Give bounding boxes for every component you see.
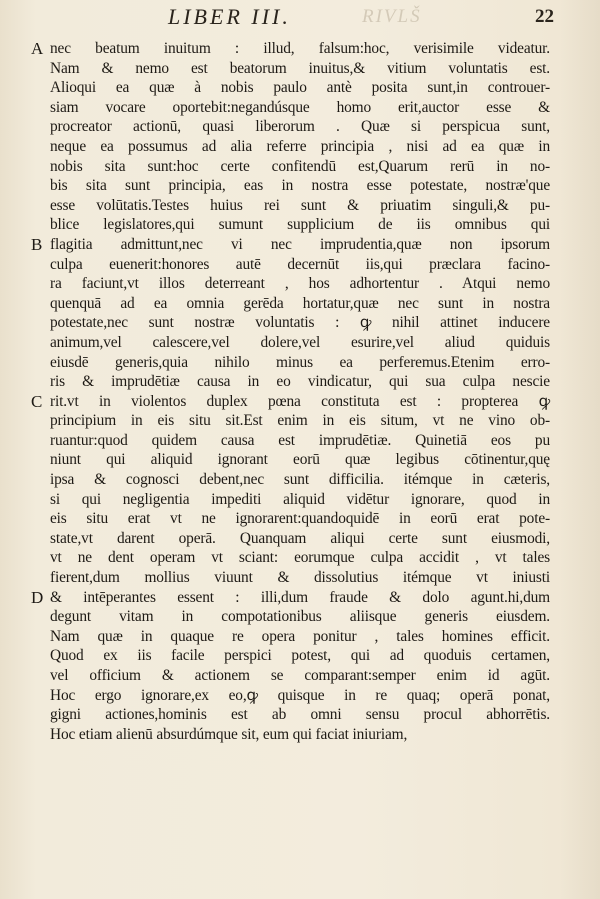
text-line: culpa euenerit:honores autē decernūt iis,qui præclara facino- bbox=[50, 255, 550, 273]
text-line: flagitia admittunt,nec vi nec imprudentia,quæ non ipsorum bbox=[50, 235, 550, 253]
text-line: potestate,nec sunt nostræ voluntatis : ꝙ nihil attinet inducere bbox=[50, 314, 550, 332]
text-line: si qui negligentia impediti aliquid vidētur ignorare, quod in bbox=[50, 490, 550, 508]
text-line: Alioqui ea quæ à nobis paulo antè posita sunt,in controuer- bbox=[50, 79, 550, 97]
bleed-through-text: RIVLŠ bbox=[362, 6, 422, 27]
margin-letter-c: C bbox=[31, 392, 43, 411]
text-line: rit.vt in violentos duplex pœna constituta est : propterea ꝙ bbox=[50, 392, 550, 410]
text-line: Hoc ergo ignorare,ex eo,ꝙ quisque in re quaq; operā ponat, bbox=[50, 686, 550, 704]
text-line: nec beatum inuitum : illud, falsum:hoc, verisimile videatur. bbox=[50, 40, 550, 57]
text-line: vt ne dent operam vt sciant: eorumque culpa accidit , vt tales bbox=[50, 549, 550, 567]
margin-letter-a: A bbox=[31, 39, 44, 58]
page-number: 22 bbox=[535, 6, 554, 27]
page-edge-shading bbox=[560, 0, 600, 899]
text-line: & intēperantes essent : illi,dum fraude & dolo agunt.hi,dum bbox=[50, 588, 550, 606]
text-line: principium in eis situ sit.Est enim in eis situm, vt ne vino ob- bbox=[50, 412, 550, 430]
text-line: Hoc etiam alienū absurdúmque sit, eum qui faciat iniuriam, bbox=[50, 725, 408, 743]
text-line: nobis sita sunt:hoc certe confitendū est,Quarum rerū in no- bbox=[50, 157, 550, 175]
text-line: quenquā ad ea omnia gerēda hortatur,quæ nec sunt in nostra bbox=[50, 294, 550, 312]
running-title: LIBER III. bbox=[168, 4, 291, 29]
text-line: Nam & nemo est beatorum inuitus,& vitium voluntatis est. bbox=[50, 59, 550, 77]
text-line: degunt vitam in compotationibus aliisque generis eiusdem. bbox=[50, 608, 550, 626]
text-line: ipsa & cognosci debent,nec sunt difficilia. itémque in cæteris, bbox=[50, 471, 550, 489]
text-line: niunt qui aliquid ignorant eorū quæ legibus cōtinentur,quę bbox=[50, 451, 550, 469]
text-line: fierent,dum mollius viuunt & dissolutius itémque vt iniusti bbox=[50, 569, 550, 587]
text-line: Quod ex iis facile perspici potest, qui ad quoduis certamen, bbox=[50, 647, 550, 665]
text-line: blice legislatores,qui sumunt supplicium de iis omnibus qui bbox=[50, 216, 550, 234]
text-line: procreator actionū, quasi liberorum . Quæ si perspicua sunt, bbox=[50, 118, 550, 136]
text-line: ra faciunt,vt illos deterreant , hos adhortentur . Atqui nemo bbox=[50, 275, 550, 293]
text-line: ris & imprudētiæ causa in eo vindicatur, qui sua culpa nescie bbox=[50, 373, 550, 391]
text-line: siam vocare oportebit:negandúsque homo erit,auctor esse & bbox=[50, 98, 550, 116]
text-line: eiusdē generis,quia nihilo minus ea perferemus.Etenim erro- bbox=[50, 353, 550, 371]
text-line: bis sita sunt principia, eas in nostra esse potestate, nostræ'que bbox=[50, 177, 550, 195]
text-line: state,vt darent operā. Quanquam aliqui certe sunt eiusmodi, bbox=[50, 529, 550, 547]
text-line: Nam quæ in quaque re opera ponitur , tales homines efficit. bbox=[50, 627, 550, 645]
margin-letter-d: D bbox=[31, 588, 44, 607]
text-line: animum,vel calescere,vel dolere,vel esurire,vel aliud quiduis bbox=[50, 333, 550, 351]
text-line: eis situ erat vt ne ignorarent:quandoquidē in eorū erat pote- bbox=[50, 510, 550, 528]
text-line: neque ea possumus ad alia referre principia , nisi ad ea quæ in bbox=[50, 137, 550, 155]
text-line: ruantur:quod quidem causa est imprudētiæ. Quinetiā eos pu bbox=[50, 431, 550, 449]
text-line: esse volūtatis.Testes huius rei sunt & priuatim singuli,& pu- bbox=[50, 196, 550, 214]
text-line: vel officium & actionem se comparant:semper enim id agūt. bbox=[50, 667, 550, 684]
margin-letter-b: B bbox=[31, 235, 43, 254]
text-line: gigni actiones,hominis est ab omni sensu procul abhorrētis. bbox=[50, 706, 550, 724]
body-text bbox=[50, 39, 550, 744]
